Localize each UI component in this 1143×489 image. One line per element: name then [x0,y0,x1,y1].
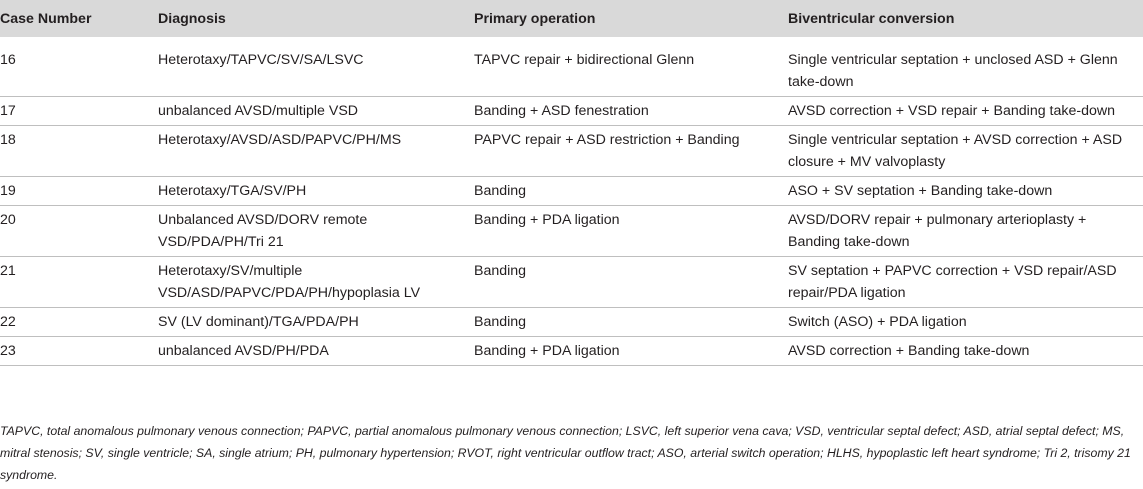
cell-primary-operation: Banding + PDA ligation [474,212,620,228]
cell-primary-operation: TAPVC repair + bidirectional Glenn [474,52,695,68]
header-case-number: Case Number [0,0,158,37]
cell-primary-operation: Banding [474,314,527,330]
cell-primary-operation: Banding [474,263,527,279]
cell-diagnosis: unbalanced AVSD/multiple VSD [158,103,359,119]
cell-primary-operation: Banding [474,183,527,199]
cell-case-number: 18 [0,132,16,148]
header-diagnosis: Diagnosis [158,0,474,37]
table-row [0,37,1143,97]
table-header-row [0,0,1143,37]
table-row [0,177,1143,206]
cell-case-number: 17 [0,103,16,119]
cell-primary-operation: Banding + ASD fenestration [474,103,649,119]
cell-primary-operation: Banding + PDA ligation [474,343,620,359]
table-row [0,206,1143,257]
cell-case-number: 20 [0,212,16,228]
cell-case-number: 21 [0,263,16,279]
table-row [0,257,1143,308]
table-row [0,126,1143,177]
cell-biventricular-conversion: Single ventricular septation + AVSD correction + ASD closure + MV valvoplasty [788,132,1123,170]
cell-biventricular-conversion: Switch (ASO) + PDA ligation [788,314,967,330]
cell-case-number: 23 [0,343,16,359]
cell-biventricular-conversion: AVSD/DORV repair + pulmonary arterioplasty + Banding take-down [788,212,1087,250]
cell-primary-operation: PAPVC repair + ASD restriction + Banding [474,132,740,148]
cell-biventricular-conversion: AVSD correction + Banding take-down [788,343,1030,359]
cell-case-number: 16 [0,52,16,68]
cell-biventricular-conversion: Single ventricular septation + unclosed ASD + Glenn take-down [788,52,1118,90]
header-primary-operation: Primary operation [474,0,788,37]
cell-biventricular-conversion: AVSD correction + VSD repair + Banding take-down [788,103,1116,119]
cell-biventricular-conversion: SV septation + PAPVC correction + VSD repair/ASD repair/PDA ligation [788,263,1117,301]
header-biventricular-conversion: Biventricular conversion [788,0,1143,37]
cell-diagnosis: Heterotaxy/TAPVC/SV/SA/LSVC [158,52,364,68]
table-footnote: TAPVC, total anomalous pulmonary venous connection; PAPVC, partial anomalous pulmonary venous connection; LSVC, left superior vena cava; VSD, ventricular septal defect; ASD, atrial septal defect; MS, mitral stenosis; SV, single ventricle; SA, single atrium; PH, pulmonary hypertension; RVOT, right ventricular outflow tract; ASO, arterial switch operation; HLHS, hypoplastic left heart syndrome; Tri 2, trisomy 21 syndrome. [0,424,1131,482]
cell-biventricular-conversion: ASO + SV septation + Banding take-down [788,183,1053,199]
cell-case-number: 19 [0,183,16,199]
cell-diagnosis: Heterotaxy/AVSD/ASD/PAPVC/PH/MS [158,132,402,148]
table-row [0,308,1143,337]
table-row [0,97,1143,126]
cell-diagnosis: Unbalanced AVSD/DORV remote VSD/PDA/PH/Tri 21 [158,212,368,250]
cell-diagnosis: SV (LV dominant)/TGA/PDA/PH [158,314,359,330]
cell-diagnosis: Heterotaxy/TGA/SV/PH [158,183,307,199]
cell-diagnosis: Heterotaxy/SV/multiple VSD/ASD/PAPVC/PDA/PH/hypoplasia LV [158,263,421,301]
cell-diagnosis: unbalanced AVSD/PH/PDA [158,343,329,359]
cell-case-number: 22 [0,314,16,330]
table-row [0,337,1143,366]
